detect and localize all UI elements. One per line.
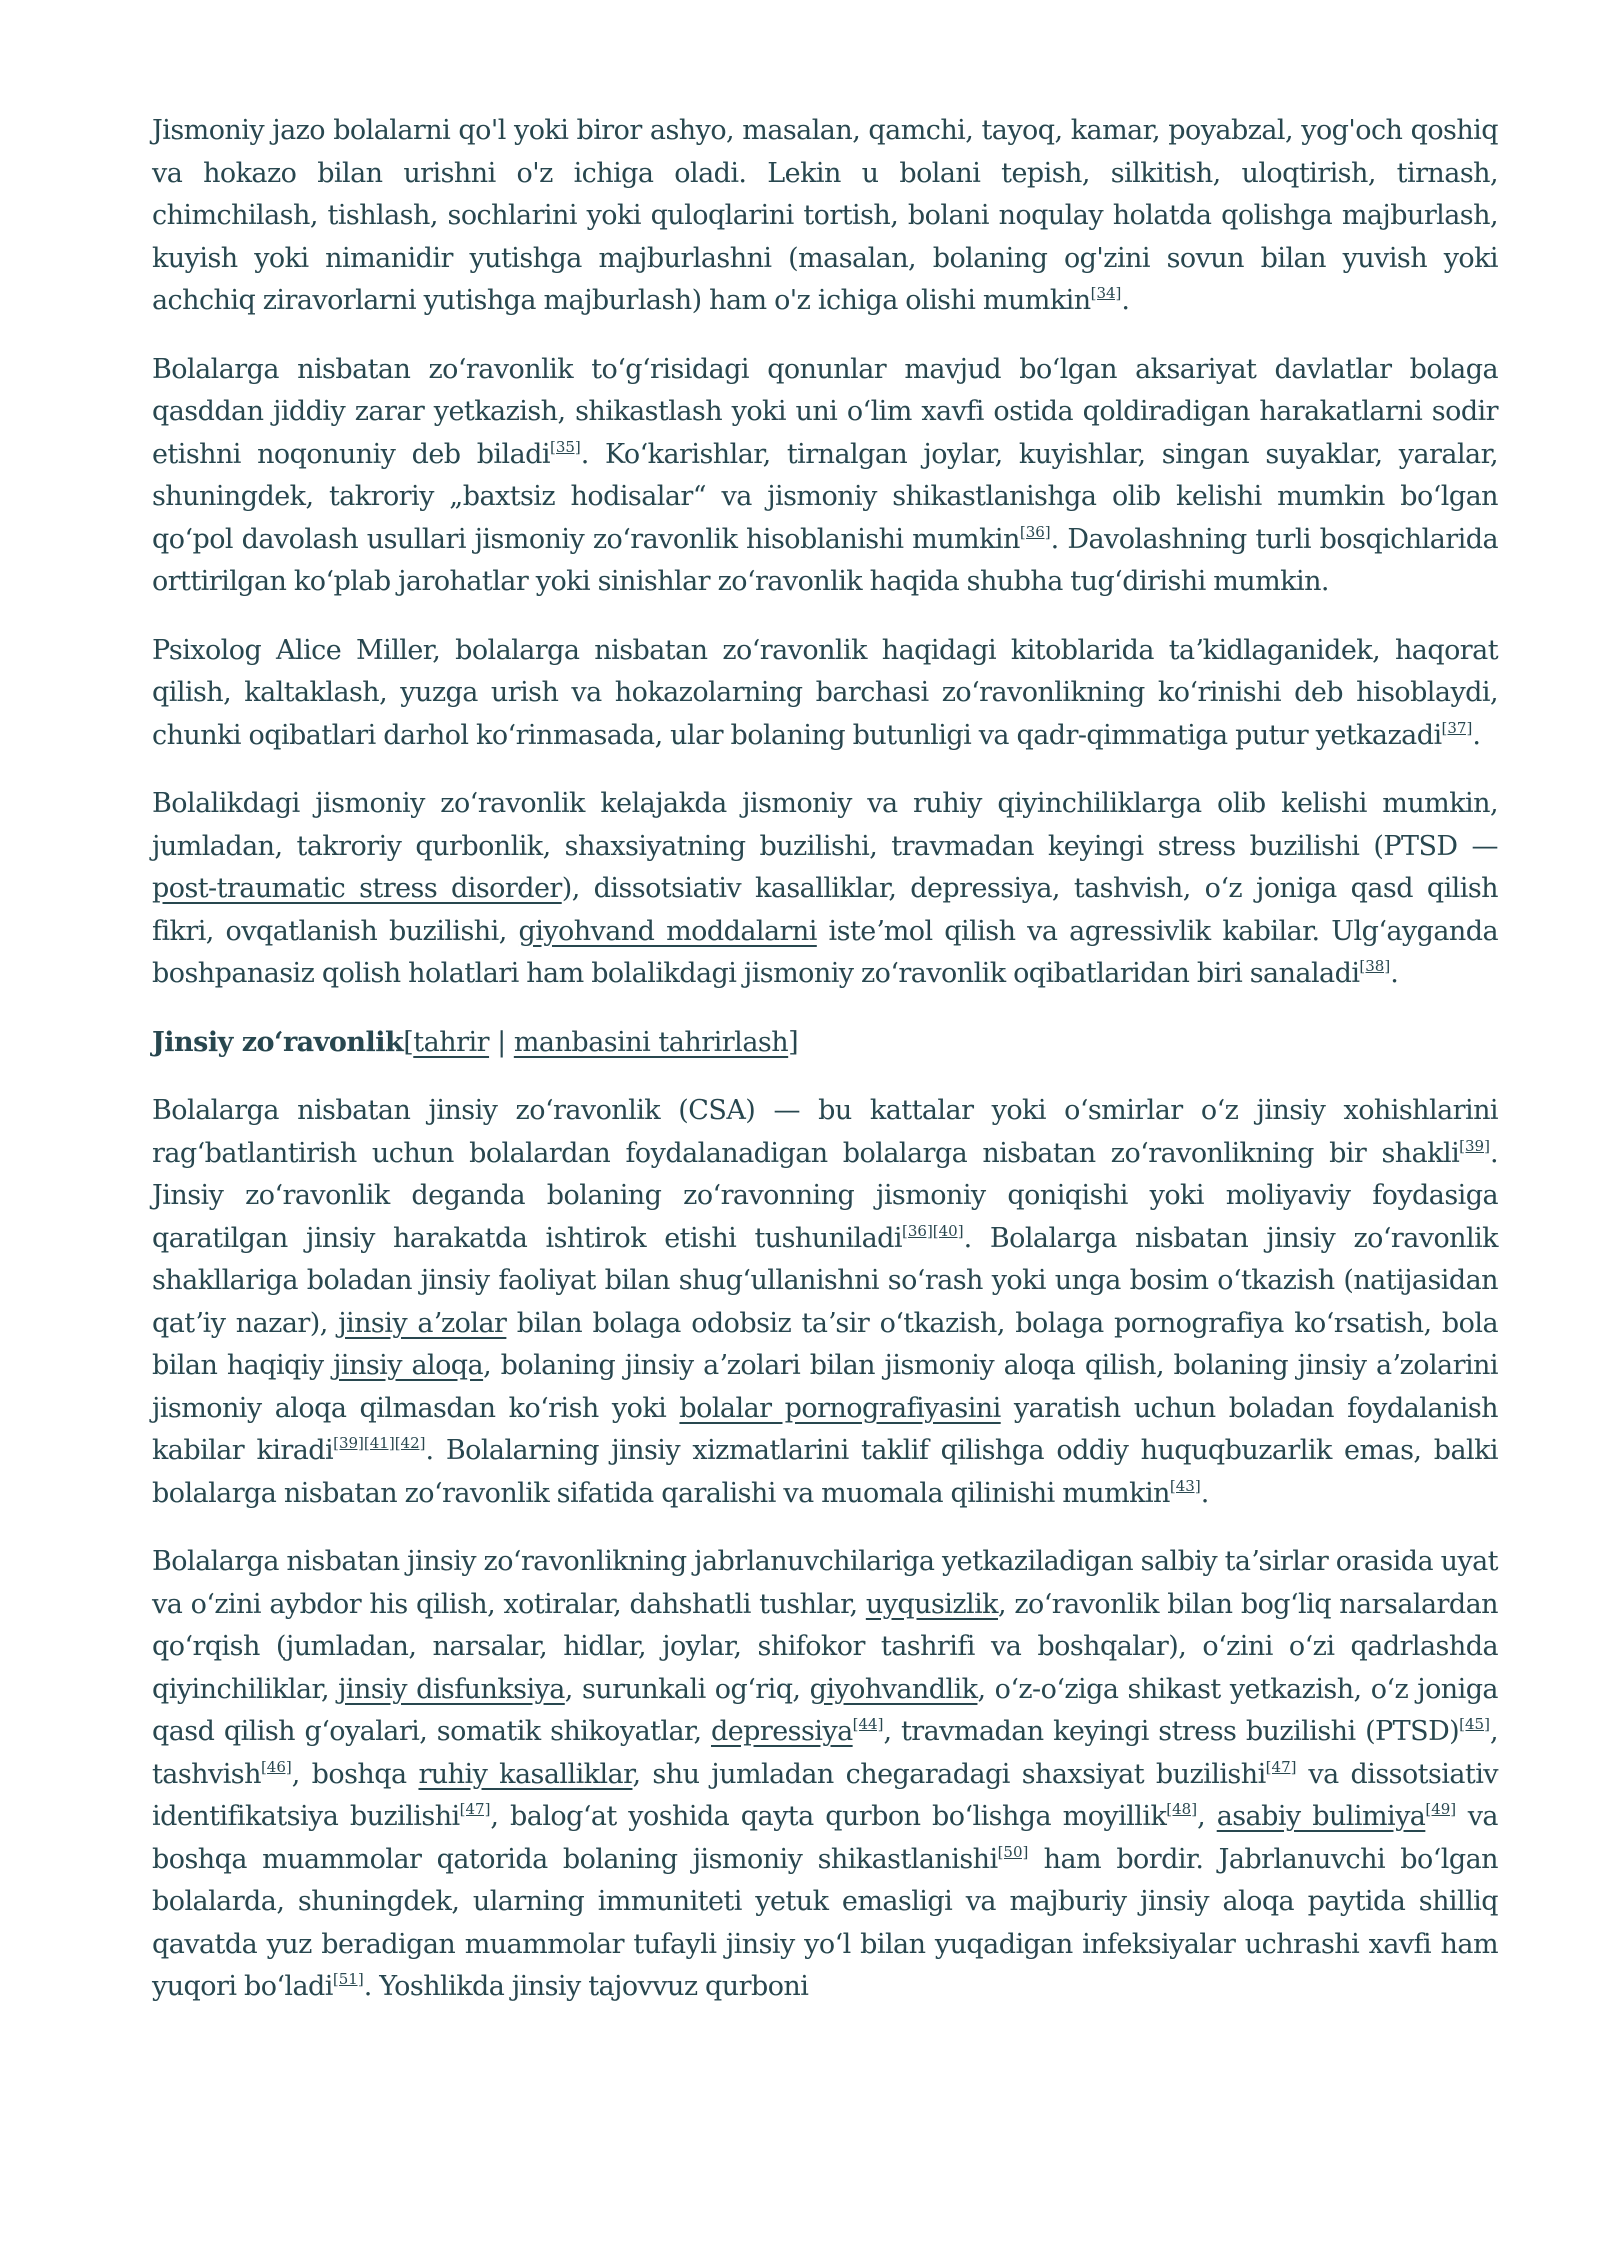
paragraph-text: va dissotsiativ identifikatsiya buzilishi <box>152 1758 1498 1832</box>
wiki-link[interactable]: jinsiy disfunksiya <box>338 1673 565 1705</box>
section-title: Jinsiy zoʻravonlik <box>152 1026 404 1058</box>
wiki-link[interactable]: post-traumatic stress disorder <box>152 873 562 904</box>
paragraph-text: , <box>1197 1801 1217 1832</box>
citation-link[interactable]: [36] <box>1019 522 1051 541</box>
paragraph-p2 <box>152 349 1498 604</box>
paragraph-text: . Jinsiy zoʻravonlik deganda bolaning zoʻravonning jismoniy qoniqishi yoki moliyaviy foydasiga qaratilgan jinsiy harakatda ishtirok etishi tushuniladi <box>152 1137 1498 1254</box>
wiki-link[interactable]: depressiya <box>711 1716 853 1747</box>
paragraph-text: . <box>1200 1477 1209 1509</box>
citation-link[interactable]: [45] <box>1459 1715 1490 1733</box>
citation-link[interactable]: [46] <box>260 1757 292 1776</box>
paragraph-text: , travmadan keyingi stress buzilishi (PTSD) <box>883 1716 1460 1747</box>
paragraph-text: , boshqa <box>291 1758 419 1790</box>
paragraph-text: Bolalarga nisbatan jinsiy zoʻravonlikning jabrlanuvchilariga yetkaziladigan salbiy taʼsirlar orasida uyat va oʻzini aybdor his qilish, xotiralar, dahshatli tushlar, <box>152 1546 1498 1620</box>
edit-bracket-open: [ <box>403 1026 414 1058</box>
paragraph-text: . Davolashning turli bosqichlarida orttirilgan koʻplab jarohatlar yoki sinishlar zoʻravonlik haqida shubha tugʻdirishi mumkin. <box>152 523 1498 597</box>
paragraph-text: . <box>1390 958 1399 989</box>
edit-link[interactable]: tahrir <box>413 1026 490 1058</box>
document-page <box>152 110 1498 2035</box>
paragraph-p6 <box>152 1541 1498 2009</box>
citation-link[interactable]: [35] <box>549 437 581 456</box>
paragraph-text: Psixolog Alice Miller, bolalarga nisbatan zoʻravonlik haqidagi kitoblarida taʼkidlaganidek, haqorat qilish, kaltaklash, yuzga urish va hokazolarning barchasi zoʻravonlikning koʻrinishi deb hisoblaydi, chunki oqibatlari darhol koʻrinmasada, ular bolaning butunligi va qadr-qimmatiga putur yetkazadi <box>152 634 1498 751</box>
paragraphs-before-heading <box>152 110 1498 996</box>
paragraph-p4 <box>152 783 1498 996</box>
wiki-link[interactable]: giyohvand moddalarni <box>518 915 817 947</box>
paragraph-p3 <box>152 630 1498 758</box>
paragraph-text: , oʻz-oʻziga shikast yetkazish, oʻz joniga qasd qilish gʻoyalari, somatik shikoyatlar, <box>152 1673 1498 1747</box>
paragraph-text: va boshqa muammolar qatorida bolaning jismoniy shikastlanishi <box>152 1801 1498 1875</box>
paragraph-text: . Yoshlikda jinsiy tajovvuz qurboni <box>363 1971 809 2002</box>
citation-link[interactable]: [47] <box>459 1800 491 1818</box>
wiki-link[interactable]: uyqusizlik <box>865 1588 998 1620</box>
paragraphs-after-heading <box>152 1090 1498 2009</box>
wiki-link[interactable]: bolalar pornografiyasini <box>679 1392 1001 1424</box>
paragraph-text: , bolaning jinsiy aʼzolari bilan jismoniy aloqa qilish, bolaning jinsiy aʼzolarini jismoniy aloqa qilmasdan koʻrish yoki <box>152 1350 1498 1424</box>
citation-link[interactable]: [44] <box>852 1715 884 1733</box>
paragraph-text: Bolalarga nisbatan zoʻravonlik toʻgʻrisidagi qonunlar mavjud boʻlgan aksariyat davlatlar bolaga qasddan jiddiy zarar yetkazish, shikastlash yoki uni oʻlim xavfi ostida qoldiradigan harakatlarni sodir etishni noqonuniy deb biladi <box>152 353 1498 470</box>
paragraph-text: , shu jumladan chegaradagi shaxsiyat buzilishi <box>632 1758 1266 1790</box>
edit-source-link[interactable]: manbasini tahrirlash <box>513 1026 789 1058</box>
paragraph-text: . <box>1121 285 1130 316</box>
paragraph-p1 <box>152 110 1498 323</box>
paragraph-text: bilan bolaga odobsiz taʼsir oʻtkazish, bolaga pornografiya koʻrsatish, bola bilan haqiqiy <box>152 1307 1498 1381</box>
paragraph-p5 <box>152 1090 1498 1515</box>
citation-link[interactable]: [36][40] <box>902 1221 964 1240</box>
paragraph-text: , surunkali ogʻriq, <box>564 1673 810 1705</box>
citation-link[interactable]: [49] <box>1425 1800 1457 1818</box>
paragraph-text: Bolalarga nisbatan jinsiy zoʻravonlik (CSA) — bu kattalar yoki oʻsmirlar oʻz jinsiy xohishlarini ragʻbatlantirish uchun bolalardan foydalanadigan bolalarga nisbatan zoʻravonlikning bir shakli <box>152 1095 1498 1169</box>
edit-separator: | <box>489 1026 514 1058</box>
paragraph-text: . <box>1472 719 1481 751</box>
wiki-link[interactable]: ruhiy kasalliklar <box>418 1758 633 1790</box>
citation-link[interactable]: [51] <box>332 1970 364 1988</box>
citation-link[interactable]: [38] <box>1359 957 1391 975</box>
citation-link[interactable]: [43] <box>1169 1476 1201 1495</box>
wiki-link[interactable]: jinsiy aʼzolar <box>338 1307 507 1339</box>
paragraph-text: ), dissotsiativ kasalliklar, depressiya, tashvish, oʻz joniga qasd qilish fikri, ovqatlanish buzilishi, <box>152 873 1498 947</box>
paragraph-text: yaratish uchun boladan foydalanish kabilar kiradi <box>152 1392 1498 1466</box>
paragraph-text: , tashvish <box>152 1716 1498 1790</box>
wiki-link[interactable]: asabiy bulimiya <box>1216 1801 1426 1832</box>
paragraph-text: isteʼmol qilish va agressivlik kabilar. Ulgʻayganda boshpanasiz qolish holatlari ham bolalikdagi jismoniy zoʻravonlik oqibatlaridan biri sanaladi <box>152 915 1499 989</box>
paragraph-text: . Bolalarning jinsiy xizmatlarini taklif qilishga oddiy huquqbuzarlik emas, balki bolalarga nisbatan zoʻravonlik sifatida qaralishi va muomala qilinishi mumkin <box>152 1435 1499 1509</box>
citation-link[interactable]: [39] <box>1459 1136 1490 1155</box>
citation-link[interactable]: [47] <box>1265 1757 1297 1776</box>
paragraph-text: , zoʻravonlik bilan bogʻliq narsalardan qoʻrqish (jumladan, narsalar, hidlar, joylar, shifokor tashrifi va boshqalar), oʻzini oʻzi qadrlashda qiyinchiliklar, <box>152 1588 1498 1705</box>
paragraph-text: Bolalikdagi jismoniy zoʻravonlik kelajakda jismoniy va ruhiy qiyinchiliklarga olib kelishi mumkin, jumladan, takroriy qurbonlik, shaxsiyatning buzilishi, travmadan keyingi stress buzilishi (PTSD — <box>152 788 1498 862</box>
paragraph-text: . Koʻkarishlar, tirnalgan joylar, kuyishlar, singan suyaklar, yaralar, shuningdek, takroriy „baxtsiz hodisalar“ va jismoniy shikastlanishga olib kelishi mumkin boʻlgan qoʻpol davolash usullari jismoniy zoʻravonlik hisoblanishi mumkin <box>152 438 1499 555</box>
citation-link[interactable]: [39][41][42] <box>333 1434 426 1452</box>
paragraph-text: , balogʻat yoshida qayta qurbon boʻlishga moyillik <box>490 1801 1167 1832</box>
wiki-link[interactable]: giyohvandlik <box>809 1673 978 1705</box>
edit-bracket-close: ] <box>788 1026 799 1058</box>
citation-link[interactable]: [37] <box>1441 718 1473 737</box>
paragraph-text: . Bolalarga nisbatan jinsiy zoʻravonlik shakllariga boladan jinsiy faoliyat bilan shugʻullanishni soʻrash yoki unga bosim oʻtkazish (natijasidan qatʼiy nazar), <box>152 1222 1498 1339</box>
citation-link[interactable]: [50] <box>997 1842 1029 1861</box>
paragraph-text: Jismoniy jazo bolalarni qo'l yoki biror ashyo, masalan, qamchi, tayoq, kamar, poyabzal, yog'och qoshiq va hokazo bilan urishni o'z ichiga oladi. Lekin u bolani tepish, silkitish, uloqtirish, tirnash, chimchilash, tishlash, sochlarini yoki quloqlarini tortish, bolani noqulay holatda qolishga majburlash, kuyish yoki nimanidir yutishga majburlashni (masalan, bolaning og'zini sovun bilan yuvish yoki achchiq ziravorlarni yutishga majburlash) ham o'z ichiga olishi mumkin <box>152 115 1498 316</box>
citation-link[interactable]: [48] <box>1166 1800 1198 1818</box>
wiki-link[interactable]: jinsiy aloqa <box>333 1350 484 1381</box>
section-heading <box>152 1022 1498 1065</box>
citation-link[interactable]: [34] <box>1090 284 1122 302</box>
paragraph-text: ham bordir. Jabrlanuvchi boʻlgan bolalarda, shuningdek, ularning immuniteti yetuk emasligi va majburiy jinsiy aloqa paytida shilliq qavatda yuz beradigan muammolar tufayli jinsiy yoʻl bilan yuqadigan infeksiyalar uchrashi xavfi ham yuqori boʻladi <box>152 1843 1498 2002</box>
